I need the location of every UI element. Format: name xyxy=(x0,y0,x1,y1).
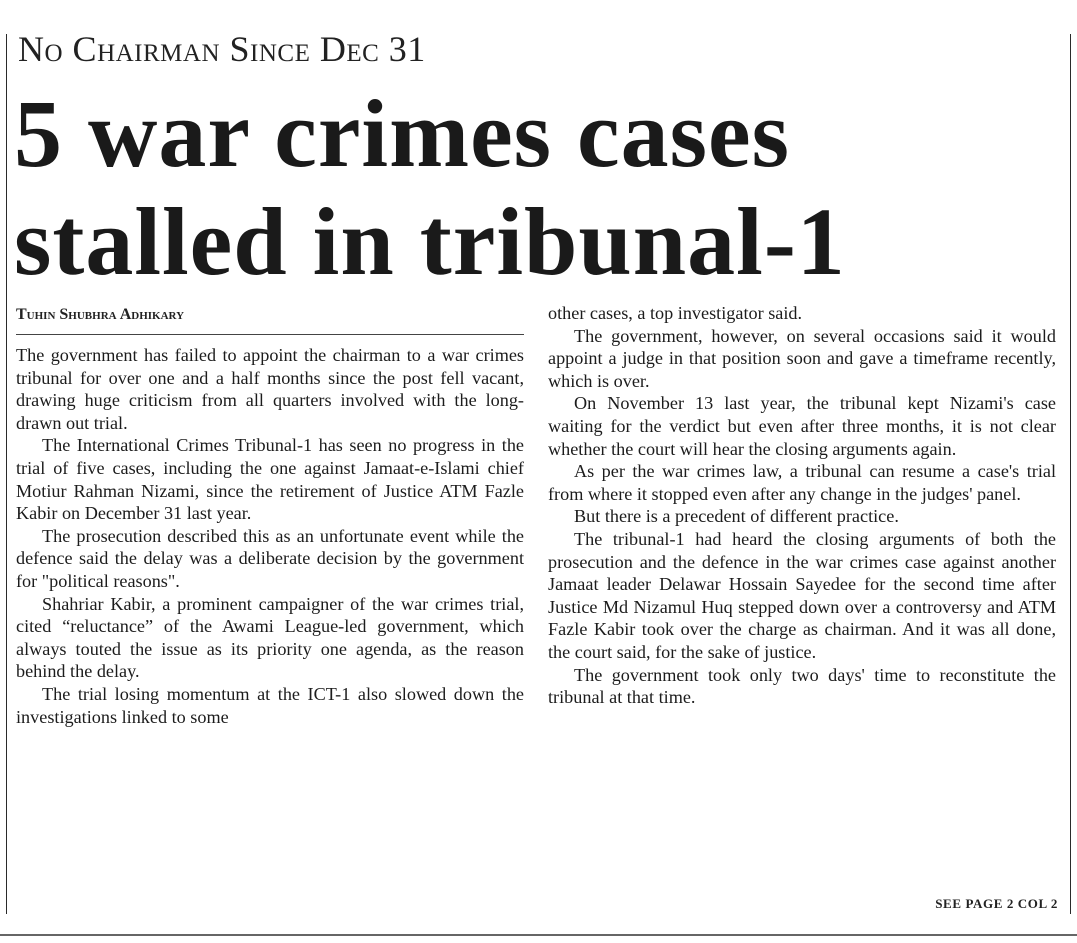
paragraph: The trial losing momentum at the ICT-1 also slowed down the investigations linked to some xyxy=(16,683,524,727)
paragraph: other cases, a top investigator said. xyxy=(548,303,803,323)
paragraph: The tribunal-1 had heard the closing arguments of both the prosecution and the defence in the war crimes case against another Jamaat leader Delawar Hossain Sayedee for the second time after Justice Md Nizamul Huq stepped down over a controversy and ATM Fazle Kabir took over the charge as chairman. And it was all done, the court said, for the sake of justice. xyxy=(548,528,1056,662)
paragraph: As per the war crimes law, a tribunal can resume a case's trial from where it stopped even after any change in the judges' panel. xyxy=(548,461,1056,504)
byline: Tuhin Shubhra Adhikary xyxy=(16,306,524,335)
bottom-border-rule xyxy=(0,934,1077,936)
paragraph: On November 13 last year, the tribunal kept Nizami's case waiting for the verdict but even after three months, it is not clear whether the court will hear the closing arguments again. xyxy=(548,393,1056,459)
paragraph: Shahriar Kabir, a prominent campaigner of the war crimes trial, cited “reluctance” of the Awami League-led government, which always touted the issue as its priority one agenda, as the reason behind the delay. xyxy=(16,593,524,682)
continued-jump-line: SEE PAGE 2 COL 2 xyxy=(935,896,1058,911)
paragraph: The prosecution described this as an unfortunate event while the defence said the delay was a deliberate decision by the government for "political reasons". xyxy=(16,525,524,591)
paragraph: The government has failed to appoint the chairman to a war crimes tribunal for over one and a half months since the post fell vacant, drawing huge criticism from all quarters involved with the long-drawn out trial. xyxy=(16,345,524,433)
left-border-rule xyxy=(6,34,7,914)
main-headline: 5 war crimes cases stalled in tribunal-1 xyxy=(14,80,846,295)
paragraph: The International Crimes Tribunal-1 has seen no progress in the trial of five cases, including the one against Jamaat-e-Islami chief Motiur Rahman Nizami, since the retirement of Justice ATM Fazle Kabir on December 31 last year. xyxy=(16,435,524,524)
left-column xyxy=(16,344,524,906)
right-border-rule xyxy=(1070,34,1071,914)
kicker-headline: No Chairman Since Dec 31 xyxy=(18,29,426,69)
paragraph: But there is a precedent of different practice. xyxy=(574,506,899,527)
paragraph: The government, however, on several occasions said it would appoint a judge in that position soon and gave a timeframe recently, which is over. xyxy=(548,325,1056,391)
paragraph: The government took only two days' time to reconstitute the tribunal at that time. xyxy=(548,664,1056,708)
right-column xyxy=(548,302,1056,890)
